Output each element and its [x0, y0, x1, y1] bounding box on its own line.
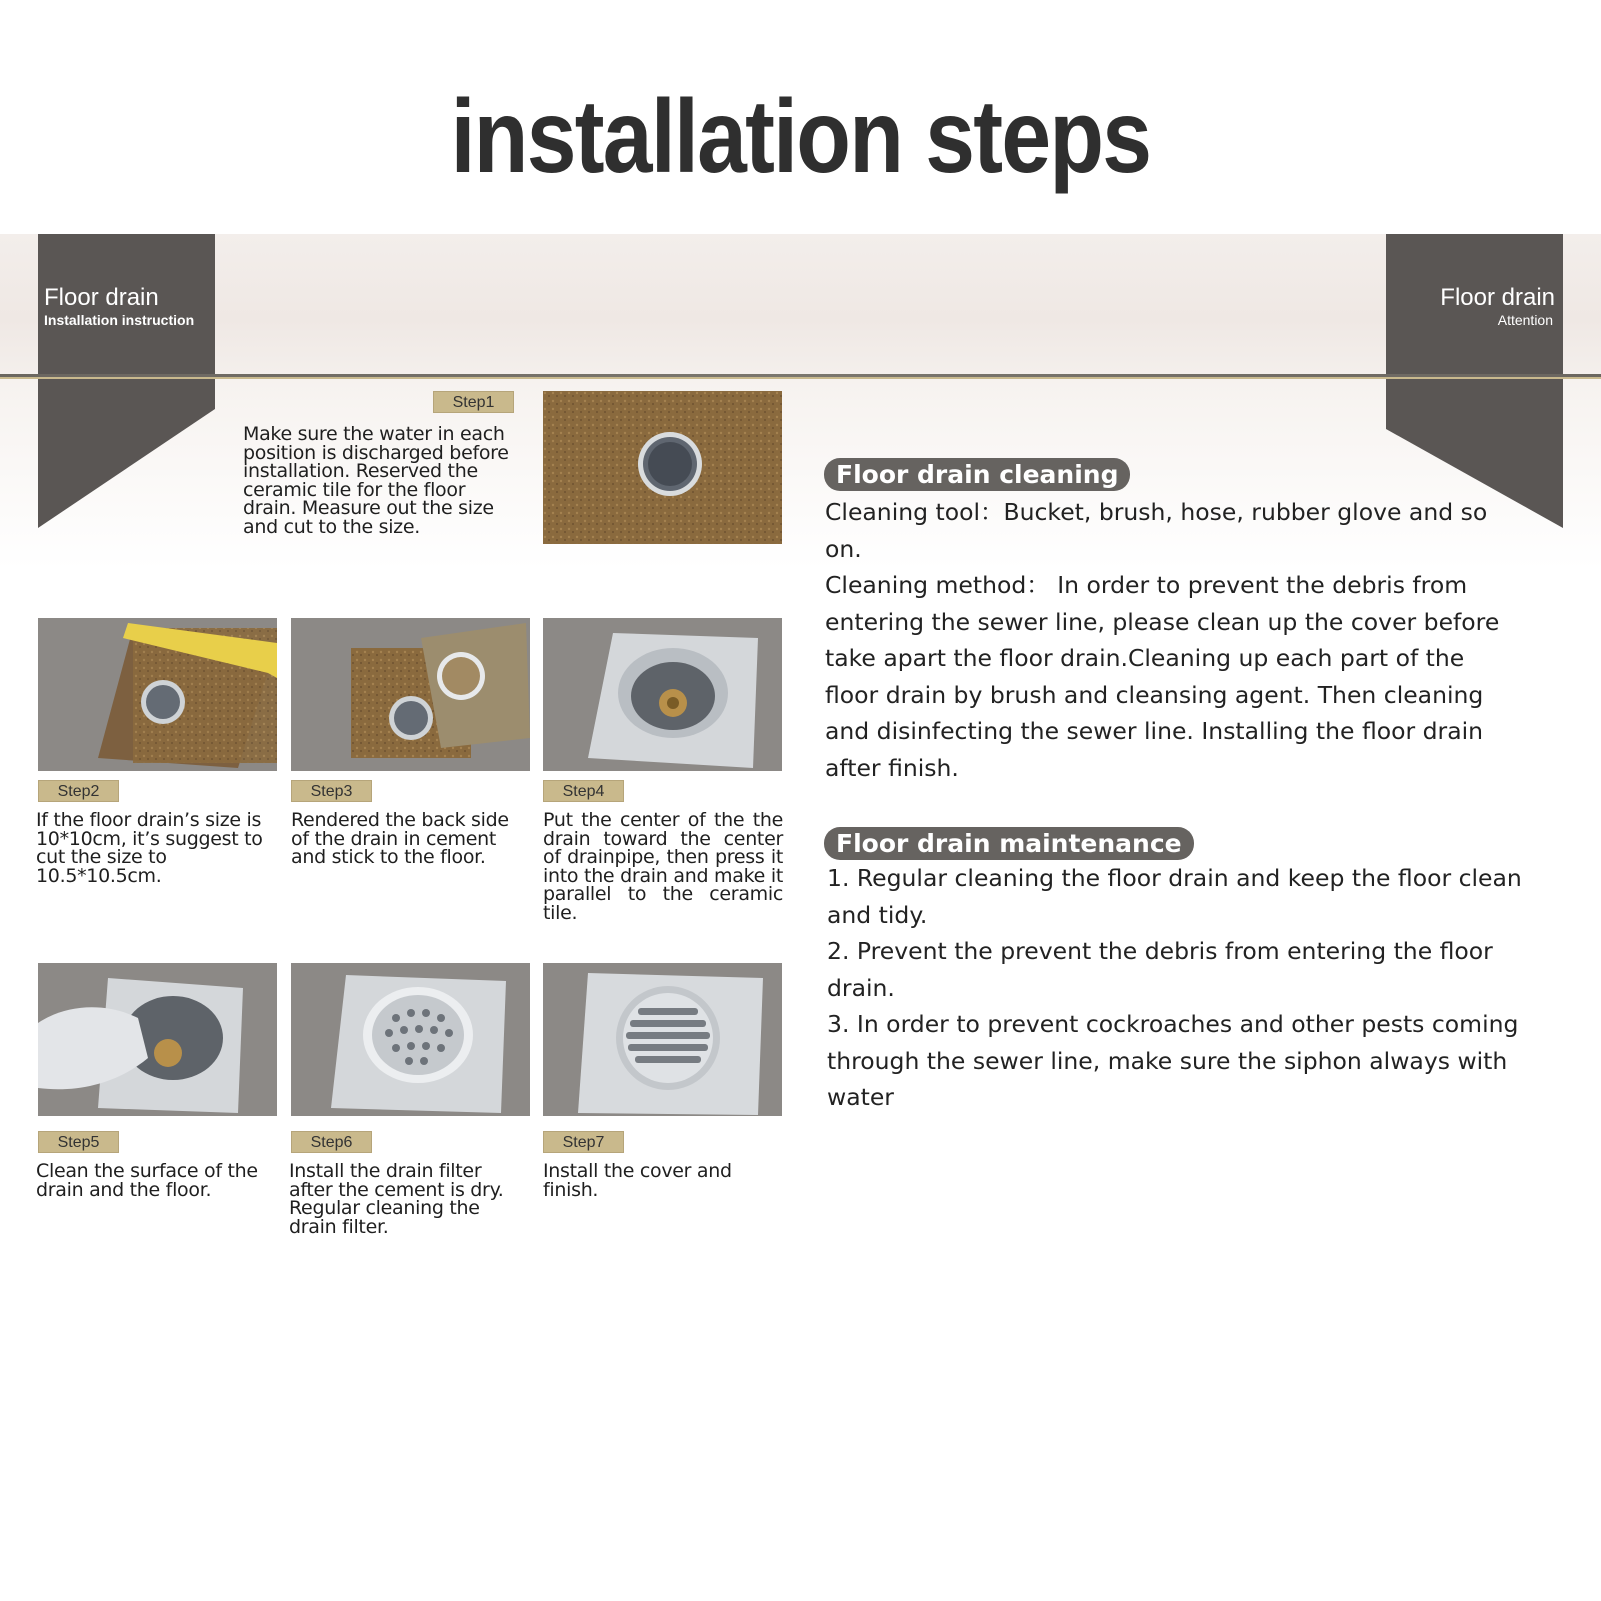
attention-tab-title: Floor drain	[1440, 284, 1555, 311]
cleaning-heading: Floor drain cleaning	[824, 458, 1130, 491]
attention-tab	[1386, 234, 1563, 374]
step7-photo	[543, 963, 782, 1116]
step6-text: Install the drain filter after the cement is dry. Regular cleaning the drain filter.	[289, 1160, 504, 1238]
maintenance-item-3: 3. In order to prevent cockroaches and other pests coming through the sewer line, make sure the siphon always with water	[827, 1010, 1519, 1111]
step4-photo	[543, 618, 782, 771]
step6-photo	[291, 963, 530, 1116]
installation-tab	[38, 234, 215, 374]
step2-text: If the floor drain’s size is 10*10cm, it’s suggest to cut the size to 10.5*10.5cm.	[36, 809, 263, 887]
maintenance-item-1: 1. Regular cleaning the floor drain and keep the floor clean and tidy.	[827, 864, 1522, 929]
step1-tag: Step1	[433, 391, 514, 413]
step3-photo	[291, 618, 530, 771]
step4-text: Put the center of the the drain toward the center of drainpipe, then press it into the drain and make it parallel to the ceramic tile.	[543, 809, 783, 924]
attention-tab-subtitle: Attention	[1497, 312, 1553, 328]
step6-tag: Step6	[291, 1131, 372, 1153]
step2-photo	[38, 618, 277, 771]
step1-photo	[543, 391, 782, 544]
step5-tag: Step5	[38, 1131, 119, 1153]
step5-photo	[38, 963, 277, 1116]
step1-text: Make sure the water in each position is discharged before installation. Reserved the ceramic tile for the floor drain. Measure out the size and cut to the size.	[243, 423, 509, 538]
cleaning-method-text: Cleaning method： In order to prevent the debris from entering the sewer line, please clean up the cover before take apart the floor drain.Cleaning up each part of the floor drain by brush and cleansing agent. Then cleaning and disinfecting the sewer line. Installing the floor drain after finish.	[825, 571, 1500, 782]
page-title: installation steps	[450, 79, 1151, 195]
step4-tag: Step4	[543, 780, 624, 802]
step5-text: Clean the surface of the drain and the floor.	[36, 1160, 258, 1201]
maintenance-item-2: 2. Prevent the prevent the debris from entering the floor drain.	[827, 937, 1493, 1002]
header-band	[0, 234, 1601, 376]
step7-tag: Step7	[543, 1131, 624, 1153]
installation-tab-title: Floor drain	[44, 284, 159, 311]
step2-tag: Step2	[38, 780, 119, 802]
maintenance-heading: Floor drain maintenance	[824, 827, 1194, 860]
step7-text: Install the cover and finish.	[543, 1160, 732, 1201]
installation-tab-point	[38, 379, 215, 529]
cleaning-tool-text: Cleaning tool：Bucket, brush, hose, rubber glove and so on.	[825, 498, 1488, 563]
step3-tag: Step3	[291, 780, 372, 802]
step3-text: Rendered the back side of the drain in cement and stick to the floor.	[291, 809, 509, 868]
header-divider-accent	[0, 377, 1601, 379]
installation-tab-subtitle: Installation instruction	[44, 312, 195, 328]
